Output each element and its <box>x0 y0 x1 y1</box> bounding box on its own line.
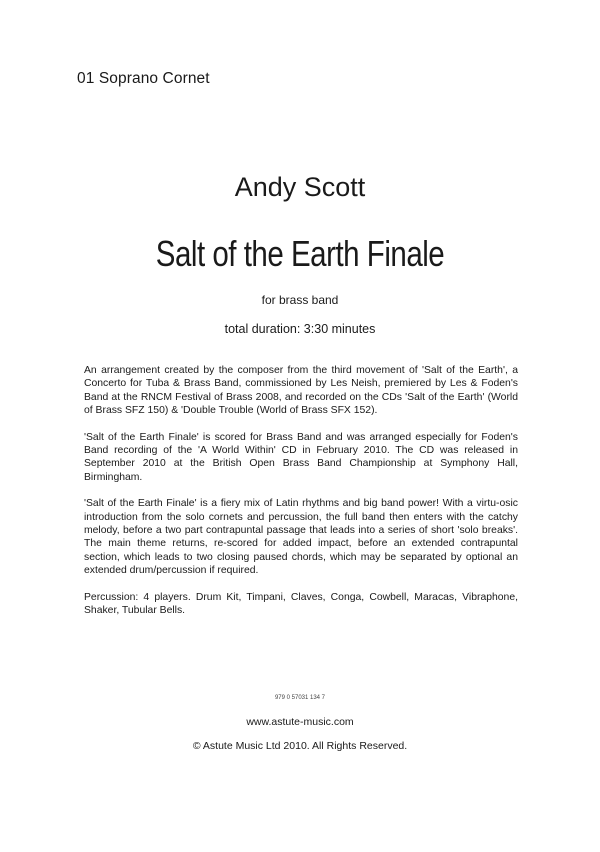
notes-paragraph-percussion: Percussion: 4 players. Drum Kit, Timpani, Claves, Conga, Cowbell, Maracas, Vibraphone, Shaker, Tubular Bells. <box>84 591 518 617</box>
notes-paragraph-description: 'Salt of the Earth Finale' is a fiery mix of Latin rhythms and big band power! With a virtu-osic introduction from the solo cornets and percussion, the full band then enters with the catchy melody, before a two part contrapuntal passage that leads into a series of short 'solo breaks'. The main theme returns, re-scored for added impact, before an extended contrapuntal section, which leads to two closing paused chords, which may be separated by optional an extended drum/percussion if required. <box>84 498 518 577</box>
notes-paragraph-scoring: 'Salt of the Earth Finale' is scored for Brass Band and was arranged especially for Foden's Band recording of the 'A World Within' CD in February 2010. The CD was released in September 2010 at the British Open Brass Band Championship at Symphony Hall, Birmingham. <box>84 431 518 483</box>
isbn-number: 979 0 57031 134 7 <box>274 695 326 701</box>
program-notes <box>84 364 518 631</box>
instrumentation-subtitle: for brass band <box>261 293 339 307</box>
copyright-notice: © Astute Music Ltd 2010. All Rights Reserved. <box>192 740 408 752</box>
work-title: Salt of the Earth Finale <box>155 233 445 274</box>
notes-paragraph-origin: An arrangement created by the composer from the third movement of 'Salt of the Earth', a Concerto for Tuba & Brass Band, commissioned by Les Neish, premiered by Les & Foden's Band at the RNCM Festival of Brass 2008, and recorded on the CDs 'Salt of the Earth' (World of Brass SFZ 150) & 'Double Trouble (World of Brass SFX 152). <box>84 365 518 417</box>
total-duration: total duration: 3:30 minutes <box>224 322 376 336</box>
publisher-website: www.astute-music.com <box>246 716 354 728</box>
composer-name: Andy Scott <box>234 172 366 202</box>
part-label: 01 Soprano Cornet <box>77 70 210 87</box>
